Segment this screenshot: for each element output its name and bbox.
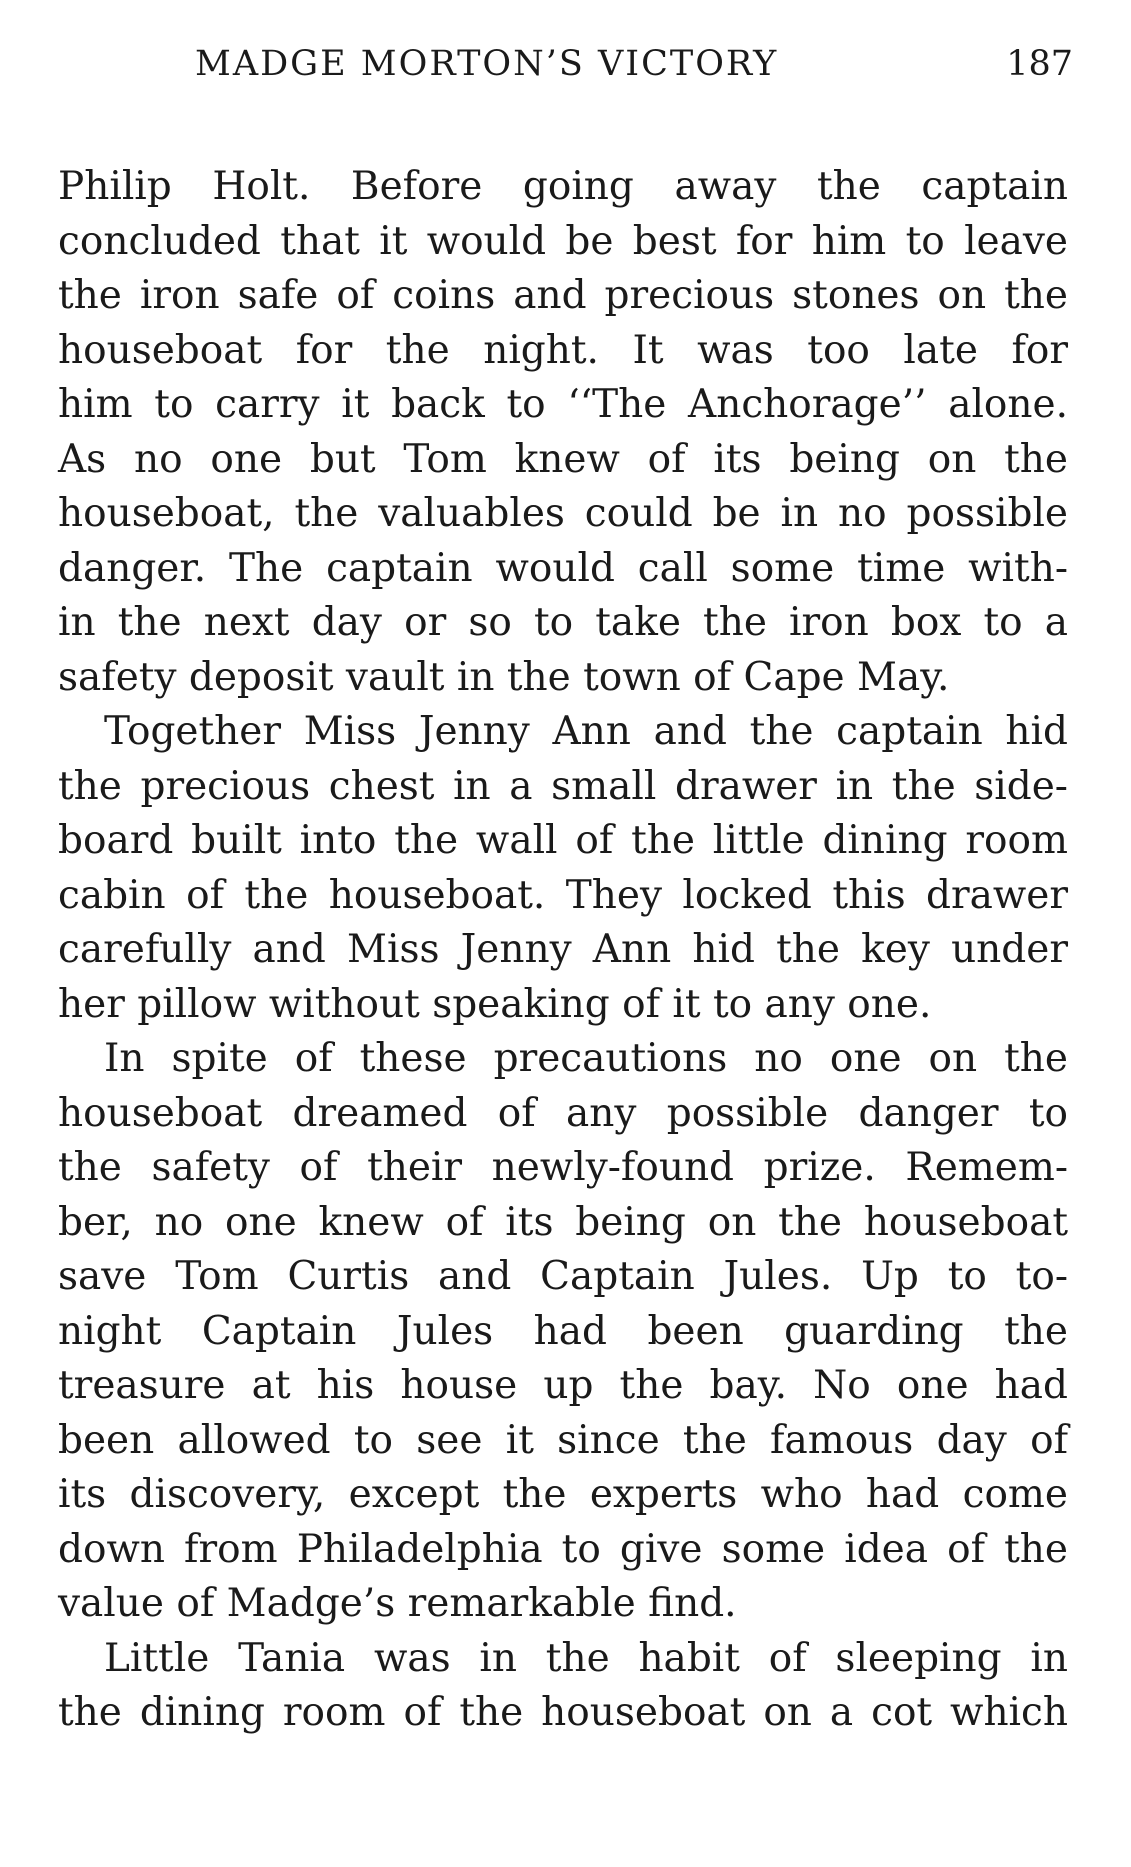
text-line: houseboat, the valuables could be in no possible	[58, 491, 1068, 536]
text-line: concluded that it would be best for him to leave	[58, 218, 1068, 264]
text-line: carefully and Miss Jenny Ann hid the key under	[58, 927, 1068, 972]
text-line: been allowed to see it since the famous day of	[58, 1417, 1068, 1463]
text-line: cabin of the houseboat. They locked this drawer	[58, 872, 1068, 918]
text-line: night Captain Jules had been guarding the	[58, 1308, 1068, 1354]
text-line: danger. The captain would call some time with-	[58, 545, 1068, 591]
running-title: MADGE MORTON’S VICTORY	[195, 44, 779, 84]
page-number: 187	[1006, 44, 1073, 84]
text-line: her pillow without speaking of it to any one.	[58, 981, 932, 1027]
text-line: Philip Holt. Before going away the captain	[58, 164, 1068, 209]
text-line: the iron safe of coins and precious stones on the	[58, 273, 1068, 318]
text-line: down from Philadelphia to give some idea of the	[58, 1526, 1068, 1572]
paragraph-2	[58, 705, 1068, 1032]
text-line: value of Madge’s remarkable find.	[58, 1581, 737, 1626]
text-line: treasure at his house up the bay. No one had	[58, 1363, 1068, 1408]
text-line: the dining room of the houseboat on a cot which	[58, 1690, 1068, 1735]
text-line: him to carry it back to ‘‘The Anchorage’’ alone.	[58, 382, 1068, 427]
text-line: board built into the wall of the little dining room	[58, 818, 1068, 863]
text-line: the safety of their newly-found prize. Remem-	[58, 1145, 1068, 1190]
text-line: its discovery, except the experts who had come	[58, 1472, 1068, 1517]
paragraph-3	[58, 1032, 1068, 1632]
running-head	[195, 44, 1073, 104]
text-line: houseboat for the night. It was too late for	[58, 327, 1068, 373]
text-line: As no one but Tom knew of its being on the	[58, 436, 1068, 482]
paragraph-1	[58, 160, 1068, 705]
text-line: Together Miss Jenny Ann and the captain hid	[104, 709, 1068, 754]
paragraph-4	[58, 1632, 1068, 1741]
text-line: Little Tania was in the habit of sleeping in	[104, 1635, 1068, 1681]
text-line: in the next day or so to take the iron box to a	[58, 600, 1068, 645]
text-line: the precious chest in a small drawer in the side-	[58, 763, 1068, 809]
text-line: ber, no one knew of its being on the houseboat	[58, 1199, 1068, 1245]
text-line: save Tom Curtis and Captain Jules. Up to to-	[58, 1254, 1068, 1299]
text-line: houseboat dreamed of any possible danger to	[58, 1090, 1068, 1136]
body-text	[58, 160, 1068, 1741]
text-line: safety deposit vault in the town of Cape May.	[58, 654, 950, 700]
text-line: In spite of these precautions no one on the	[104, 1036, 1068, 1081]
